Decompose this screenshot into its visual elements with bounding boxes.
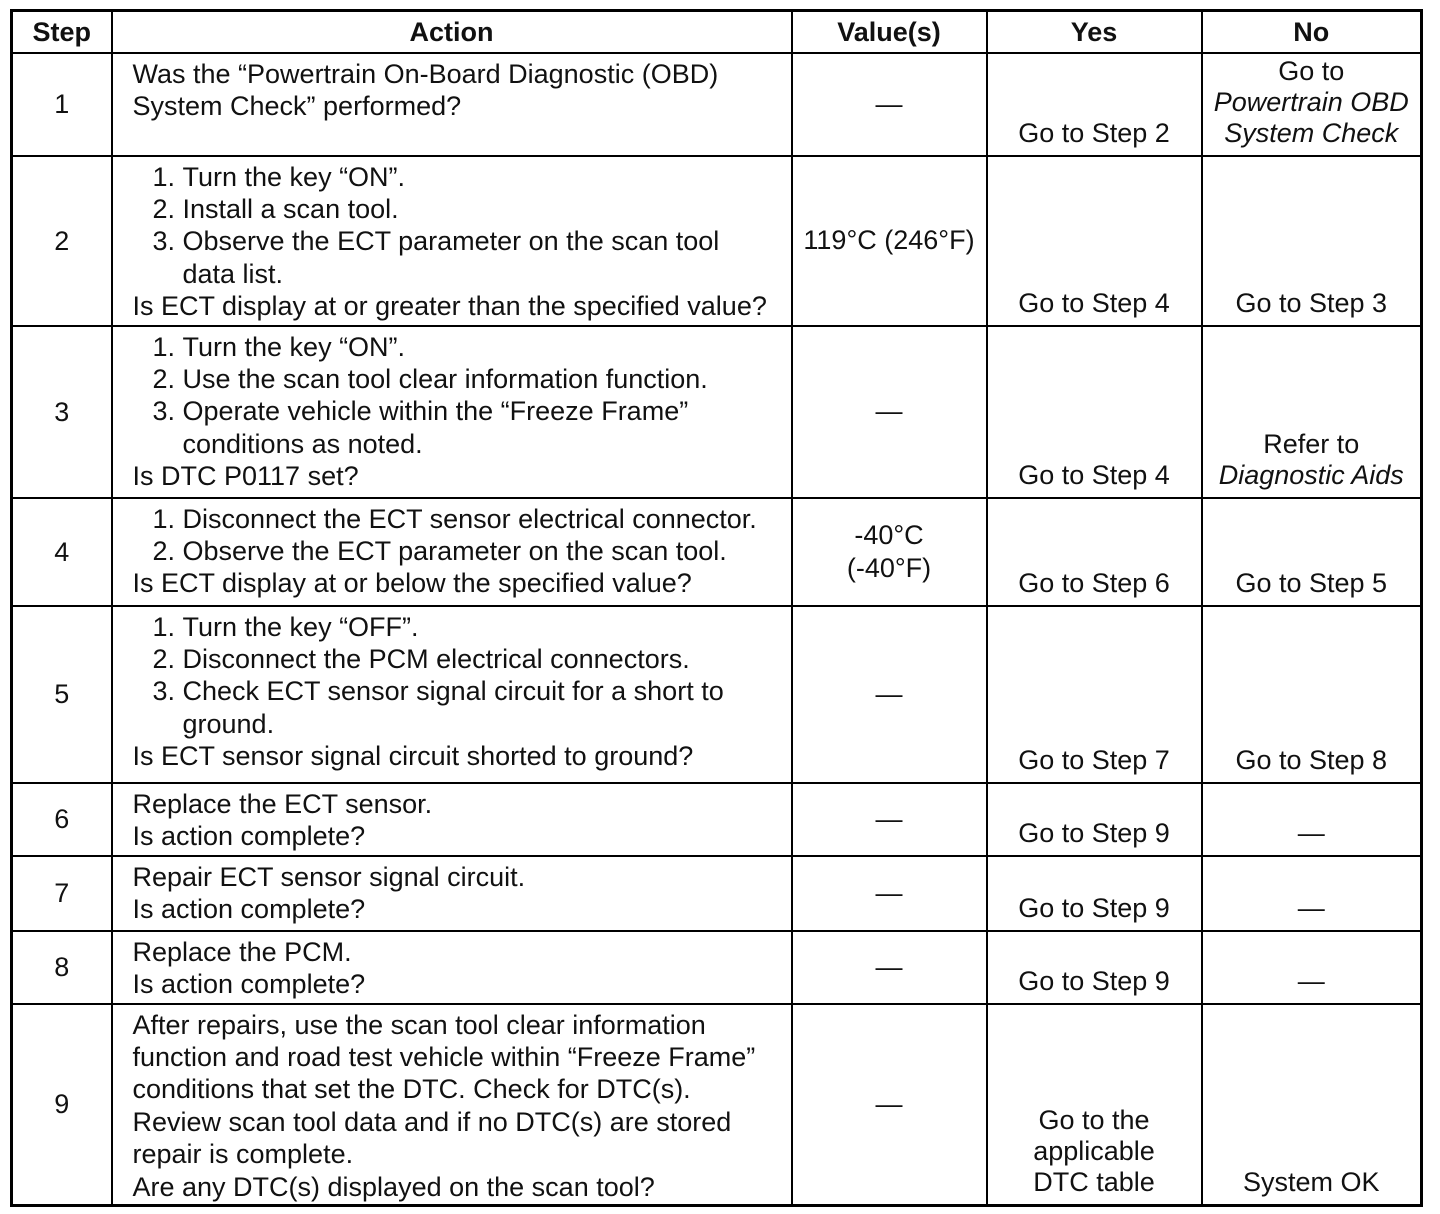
action-step-number: 1. [152,611,176,642]
action-text [133,740,785,772]
action-line [133,395,785,427]
yes-text: Go to Step 4 [1018,287,1170,318]
action-cell [112,498,792,606]
no-cell [1202,606,1422,783]
action-line-text: Operate vehicle within the “Freeze Frame” [182,396,689,427]
action-step-item [133,675,785,740]
step-number: 9 [54,1089,70,1120]
no-text: Refer to [1263,428,1360,459]
no-text: Go to Step 8 [1235,744,1388,775]
action-line-text: function and road test vehicle within “Freeze Frame” [132,1041,756,1072]
action-line [133,1073,785,1105]
value-cell [792,498,987,606]
no-text: Go to Step 3 [1235,287,1388,318]
action-line [133,861,785,893]
action-line-text: Is ECT display at or below the specified value? [132,568,692,599]
action-step-item [133,161,785,193]
value-text: — [875,877,903,908]
no-cell [1202,156,1422,326]
action-text [133,788,785,820]
action-step-number: 1. [152,161,176,192]
yes-cell [987,156,1202,326]
yes-cell [987,856,1202,931]
value-text: — [875,88,903,119]
action-step-number: 3. [152,226,176,257]
action-line-text: Replace the PCM. [132,936,352,967]
yes-cell [987,498,1202,606]
table-header [12,11,1422,53]
action-text [133,567,785,599]
action-line-text: After repairs, use the scan tool clear information [132,1009,706,1040]
value-cell [792,856,987,931]
step-number: 6 [54,804,70,834]
yes-text: Go to Step 9 [1018,965,1170,996]
action-step-item [133,395,785,460]
action-line-text: Is ECT display at or greater than the specified value? [132,291,767,322]
no-cell [1202,931,1422,1004]
step-number: 1 [54,89,70,119]
action-line [133,535,785,567]
no-cell [1202,1004,1422,1206]
value-cell [792,606,987,783]
step-number: 4 [54,536,70,567]
action-cell [112,326,792,498]
action-line-text: Is DTC P0117 set? [132,461,359,492]
step-number: 7 [54,878,70,908]
action-cell [112,1004,792,1206]
action-line-text: conditions that set the DTC. Check for DTC(s). [132,1074,691,1105]
action-step-number: 1. [152,503,176,534]
yes-text: applicable [1033,1136,1155,1166]
step-number: 8 [54,952,70,982]
header-yes: Yes [987,11,1202,53]
action-step-number: 2. [152,363,176,394]
no-cell [1202,498,1422,606]
no-text: Diagnostic Aids [1218,459,1404,490]
no-text: Powertrain OBD [1213,86,1409,117]
step-cell [12,856,112,931]
no-cell [1202,326,1422,498]
value-text: — [875,803,903,834]
action-text [133,290,785,322]
yes-text: Go to Step 2 [1018,117,1170,148]
action-line-text: Disconnect the ECT sensor electrical connector. [182,503,757,534]
yes-text: DTC table [1033,1167,1155,1197]
yes-text: Go to Step 4 [1018,459,1170,490]
value-text: (-40°F) [846,552,932,583]
action-line [133,258,785,290]
value-text: — [875,396,903,427]
action-line [133,820,785,852]
step-cell [12,931,112,1004]
action-step-item [133,363,785,395]
action-step-item [133,643,785,675]
table-row [12,856,1422,931]
action-text [133,460,785,492]
action-cell [112,606,792,783]
step-number: 3 [54,396,70,427]
no-text: Go to [1278,55,1345,86]
step-cell [12,53,112,156]
action-step-number: 3. [152,396,176,427]
action-line-text: Observe the ECT parameter on the scan tool. [182,535,727,566]
step-number: 5 [54,679,70,709]
no-text: — [1297,892,1325,923]
action-line [133,428,785,460]
action-line-text: Are any DTC(s) displayed on the scan tool? [132,1171,655,1202]
diagnostic-table-container [10,9,1423,1207]
action-line [133,363,785,395]
no-cell [1202,856,1422,931]
action-line-text: Is action complete? [132,893,366,924]
action-cell [112,53,792,156]
yes-cell [987,931,1202,1004]
yes-cell [987,53,1202,156]
no-cell [1202,53,1422,156]
step-cell [12,606,112,783]
value-text: — [875,1089,903,1119]
no-text: — [1297,965,1325,996]
action-text [133,820,785,852]
action-line [133,331,785,363]
action-text [133,893,785,925]
action-step-item [133,225,785,290]
action-line [133,675,785,707]
action-text [133,936,785,968]
action-line [133,90,785,122]
step-cell [12,783,112,856]
no-text: — [1297,817,1325,848]
action-line-text: Install a scan tool. [182,193,399,224]
action-text [133,1171,785,1203]
no-text: System Check [1224,117,1399,148]
action-line [133,193,785,225]
header-no: No [1202,11,1422,53]
action-line-text: Turn the key “ON”. [182,331,406,362]
action-line [133,1041,785,1073]
action-text [133,861,785,893]
action-line-text: Disconnect the PCM electrical connectors. [182,643,690,674]
action-text [133,968,785,1000]
yes-text: Go to Step 7 [1018,744,1170,775]
action-line [133,225,785,257]
action-cell [112,931,792,1004]
yes-text: Go to Step 9 [1018,892,1170,923]
yes-cell [987,326,1202,498]
action-line-text: Check ECT sensor signal circuit for a short to [182,676,724,707]
value-text: 119°C (246°F) [803,225,975,256]
step-cell [12,498,112,606]
yes-cell [987,606,1202,783]
action-step-number: 1. [152,331,176,362]
diagnostic-table [10,9,1423,1207]
table-row [12,1004,1422,1206]
action-step-number: 2. [152,535,176,566]
value-text: — [875,951,903,982]
action-cell [112,856,792,931]
yes-text: Go to the [1038,1105,1150,1135]
step-cell [12,156,112,326]
action-cell [112,156,792,326]
action-line-text: Is action complete? [132,968,366,999]
action-step-item [133,535,785,567]
action-line [133,611,785,643]
action-step-number: 2. [152,193,176,224]
step-cell [12,1004,112,1206]
value-text: -40°C [854,520,924,550]
value-cell [792,53,987,156]
action-line [133,1171,785,1203]
action-line-text: repair is complete. [132,1139,354,1170]
no-text: Go to Step 5 [1235,567,1388,598]
action-line [133,1138,785,1170]
yes-cell [987,1004,1202,1206]
action-line [133,1009,785,1041]
action-line-text: data list. [182,258,284,289]
action-line [133,643,785,675]
action-step-item [133,193,785,225]
table-row [12,783,1422,856]
action-text [133,58,785,123]
action-line [133,740,785,772]
action-line [133,1106,785,1138]
table-row [12,931,1422,1004]
action-line [133,968,785,1000]
action-cell [112,783,792,856]
action-line [133,460,785,492]
action-line [133,503,785,535]
yes-text: Go to Step 9 [1018,817,1170,848]
table-row [12,606,1422,783]
action-line-text: Replace the ECT sensor. [132,788,433,819]
action-line [133,161,785,193]
action-step-item [133,611,785,643]
yes-cell [987,783,1202,856]
action-line-text: ground. [182,708,275,739]
action-line-text: Repair ECT sensor signal circuit. [132,861,526,892]
table-row [12,498,1422,606]
header-step: Step [12,11,112,53]
header-action: Action [112,11,792,53]
no-cell [1202,783,1422,856]
table-header-row [12,11,1422,53]
action-line [133,893,785,925]
action-line-text: Turn the key “ON”. [182,161,406,192]
no-text: System OK [1242,1167,1380,1197]
action-line-text: conditions as noted. [182,428,423,459]
action-line-text: Turn the key “OFF”. [182,611,419,642]
action-step-number: 3. [152,676,176,707]
action-line-text: Is action complete? [132,820,366,851]
value-cell [792,931,987,1004]
step-cell [12,326,112,498]
action-text [133,1009,785,1171]
action-step-number: 2. [152,643,176,674]
action-line [133,708,785,740]
value-cell [792,326,987,498]
value-cell [792,783,987,856]
yes-text: Go to Step 6 [1018,567,1170,598]
action-line-text: Is ECT sensor signal circuit shorted to ground? [132,741,694,772]
table-row [12,156,1422,326]
value-cell [792,156,987,326]
value-cell [792,1004,987,1206]
table-row [12,326,1422,498]
action-line-text: Was the “Powertrain On-Board Diagnostic (OBD) [132,58,719,89]
action-step-item [133,503,785,535]
action-line-text: Review scan tool data and if no DTC(s) are stored [132,1106,732,1137]
action-line-text: Observe the ECT parameter on the scan tool [182,226,720,257]
action-step-item [133,331,785,363]
action-line [133,58,785,90]
action-line [133,290,785,322]
table-row [12,53,1422,156]
action-line-text: Use the scan tool clear information function. [182,363,708,394]
value-text: — [875,678,903,709]
action-line [133,788,785,820]
action-line [133,567,785,599]
header-values: Value(s) [792,11,987,53]
step-number: 2 [54,225,70,256]
action-line [133,936,785,968]
action-line-text: System Check” performed? [132,90,462,121]
table-body [12,53,1422,1206]
